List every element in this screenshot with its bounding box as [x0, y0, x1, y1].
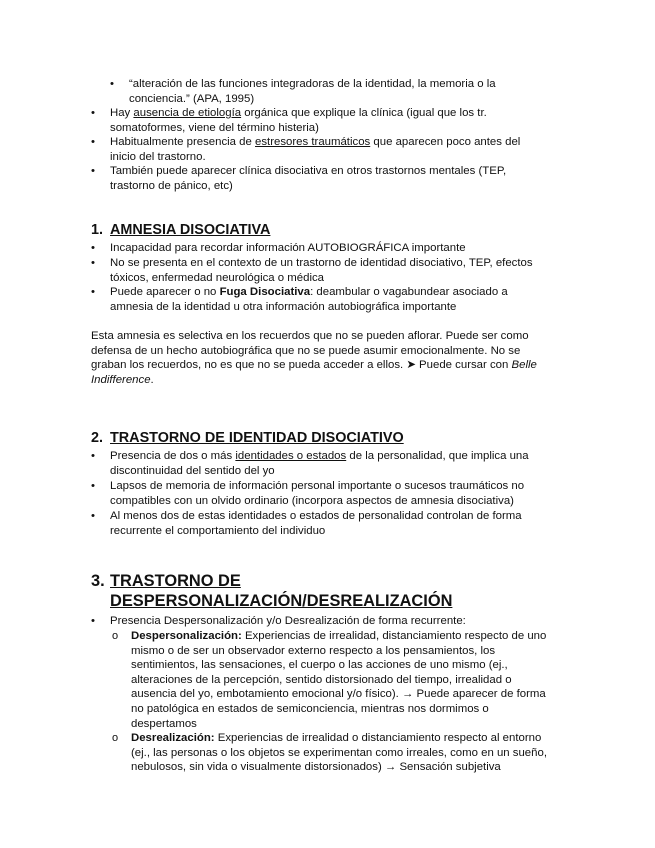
depersonalization-bullet-1: • Presencia Despersonalización y/o Desrealización de forma recurrente:	[91, 615, 466, 627]
amnesia-bullet-2: • No se presenta en el contexto de un trastorno de identidad disociativo, TEP, efectos tóxicos, enfermedad neurológica o médica	[91, 257, 533, 284]
circle-bullet-icon: o	[112, 630, 119, 642]
underlined-term: estresores traumáticos	[255, 136, 371, 148]
bold-term: Fuga Disociativa	[219, 286, 311, 298]
amnesia-bullet-1: • Incapacidad para recordar información AUTOBIOGRÁFICA importante	[91, 242, 466, 254]
intro-sub-line2: conciencia.” (APA, 1995)	[129, 92, 255, 105]
bullet-icon: •	[91, 450, 95, 462]
depersonalization-subitem: o Despersonalización: Experiencias de irrealidad, distanciamiento respecto de uno mismo o de ser un observador externo respecto a los pensamientos, los sentimientos, las sensaciones, el cuerpo o las acciones de uno mismo (ej., alteraciones de la percepción, sentido distorsionado del tiempo, irrealidad o ausencia del yo, embotamiento emocional y/o físico). → Puede aparecer de forma no patológica en estados de semiconciencia, mientras nos dormimos o despertamos	[112, 630, 547, 730]
identity-bullet-1: • Presencia de dos o más identidades o estados de la personalidad, que implica una discontinuidad del sentido del yo	[91, 450, 529, 477]
amnesia-paragraph: Esta amnesia es selectiva en los recuerdos que no se pueden aflorar. Puede ser como defensa de un hecho autobiográfica que no se puede asumir emocionalmente. No se graban los recuerdos, no es que no se pueda acceder a ellos. ➤ Puede cursar con Belle Indifference.	[91, 330, 537, 386]
intro-bullet-stressors: • Habitualmente presencia de estresores traumáticos que aparecen poco antes del inicio del trastorno.	[91, 136, 521, 163]
bullet-icon: •	[91, 510, 95, 522]
underlined-term: ausencia de etiología	[133, 107, 242, 119]
intro-bullet-other-disorders: • También puede aparecer clínica disociativa en otros trastornos mentales (TEP, trastorno de pánico, etc)	[91, 165, 507, 192]
section-heading-amnesia: 1. AMNESIA DISOCIATIVA	[91, 222, 271, 238]
derealization-subitem: o Desrealización: Experiencias de irrealidad o distanciamiento respecto al entorno (ej., las personas o los objetos se experimentan como irreales, como en un sueño, nebulosos, sin vida o visualmente distorsionados) → Sensación subjetiva	[112, 732, 547, 774]
bullet-icon: •	[91, 136, 95, 148]
amnesia-bullet-3: • Puede aparecer o no Fuga Disociativa: deambular o vagabundear asociado a amnesia de la identidad u otra información autobiográfica importante	[91, 286, 508, 313]
intro-sub-line1: “alteración de las funciones integradoras de la identidad, la memoria o la	[129, 78, 496, 90]
bullet-icon: •	[91, 480, 95, 492]
bold-term: Desrealización:	[131, 732, 215, 744]
bullet-icon: •	[91, 165, 95, 177]
bullet-icon: •	[91, 615, 95, 627]
intro-bullet-etiology: • Hay ausencia de etiología orgánica que explique la clínica (igual que los tr. somatoformes, viene del término histeria)	[91, 107, 487, 134]
bullet-icon: •	[91, 286, 95, 298]
underlined-term: identidades o estados	[235, 450, 347, 462]
circle-bullet-icon: o	[112, 732, 119, 744]
section-heading-identity: 2. TRASTORNO DE IDENTIDAD DISOCIATIVO	[91, 430, 404, 446]
bullet-icon: •	[91, 242, 95, 254]
bullet-icon: •	[91, 107, 95, 119]
bold-term: Despersonalización:	[131, 630, 242, 642]
identity-bullet-2: • Lapsos de memoria de información personal importante o sucesos traumáticos no compatibles con un olvido ordinario (incorpora aspectos de amnesia disociativa)	[91, 480, 525, 507]
section-heading-depersonalization: 3. TRASTORNO DE DESPERSONALIZACIÓN/DESREALIZACIÓN	[91, 572, 453, 610]
intro-sub-bullet	[110, 77, 550, 106]
bullet-icon: •	[110, 78, 114, 90]
identity-bullet-3: • Al menos dos de estas identidades o estados de personalidad controlan de forma recurrente el comportamiento del individuo	[91, 510, 522, 537]
bullet-icon: •	[91, 257, 95, 269]
